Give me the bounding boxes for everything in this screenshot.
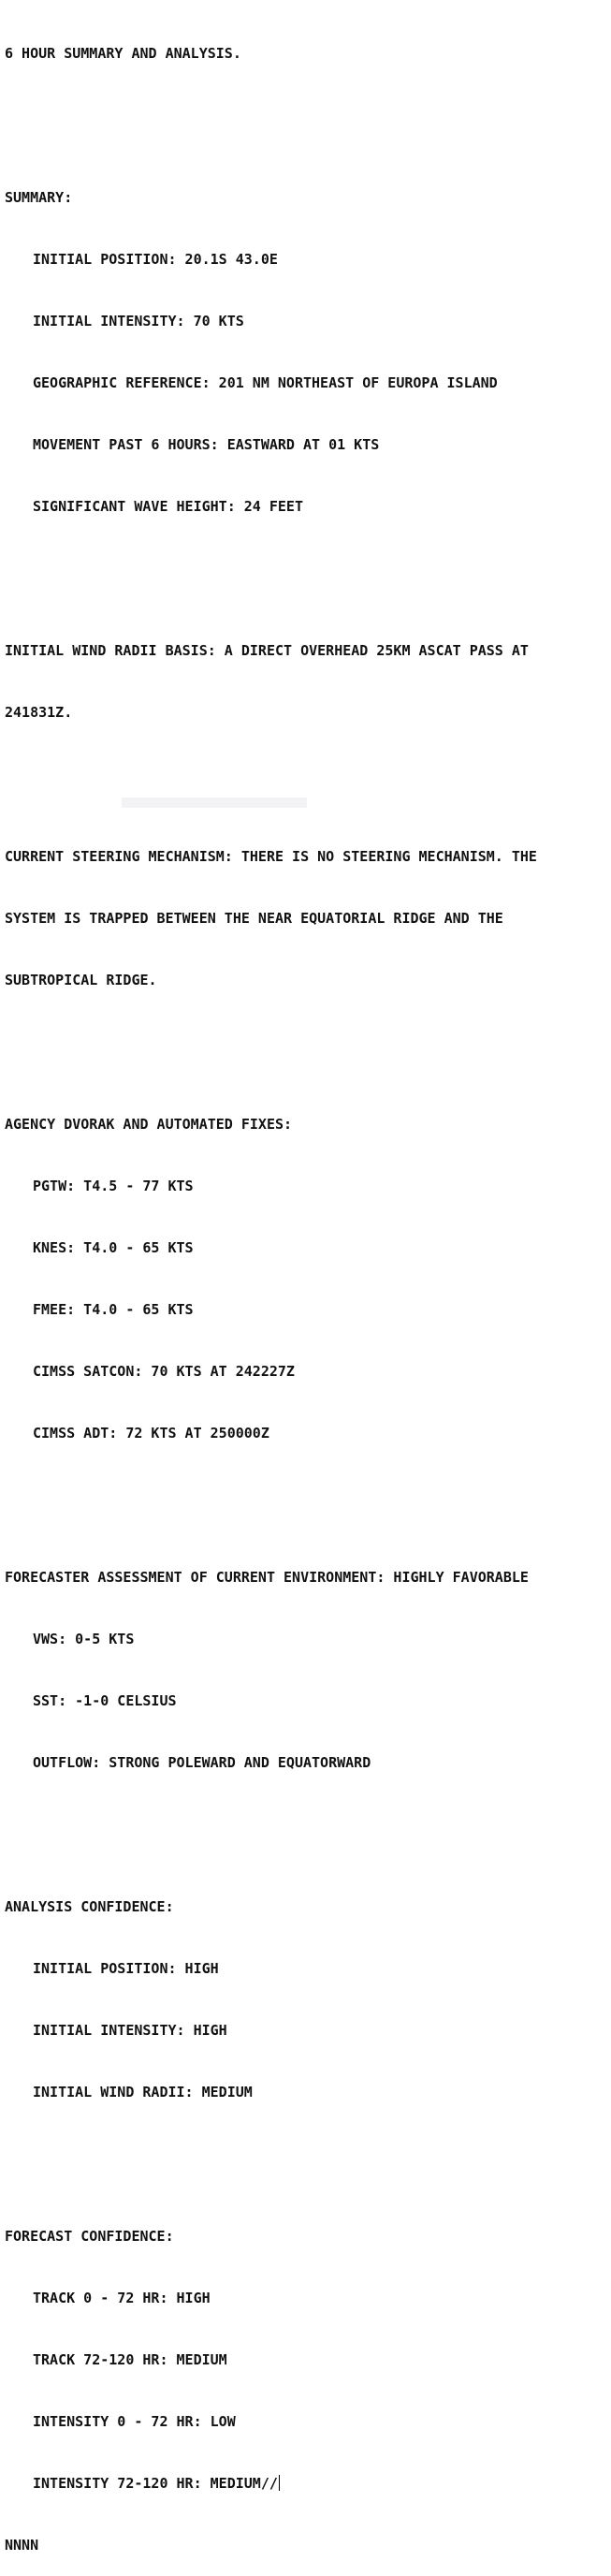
steering-line-3: SUBTROPICAL RIDGE. xyxy=(5,972,157,988)
fix-cimss-satcon: CIMSS SATCON: 70 KTS AT 242227Z xyxy=(33,1363,295,1380)
spacer xyxy=(5,1032,608,1052)
summary-heading: SUMMARY: xyxy=(5,189,73,206)
summary-line-wave-height: SIGNIFICANT WAVE HEIGHT: 24 FEET xyxy=(33,498,303,515)
forecast-confidence-intensity-72-120[interactable] xyxy=(5,2473,608,2494)
fixes-heading: AGENCY DVORAK AND AUTOMATED FIXES: xyxy=(5,1116,293,1133)
spacer xyxy=(5,2144,608,2164)
environment-sst: SST: -1-0 CELSIUS xyxy=(33,1692,177,1709)
analysis-confidence-heading: ANALYSIS CONFIDENCE: xyxy=(5,1898,174,1915)
spacer xyxy=(5,1485,608,1505)
spacer xyxy=(5,558,608,578)
faded-overlay-artifact xyxy=(122,798,307,808)
forecast-confidence-intensity-72-120-text: INTENSITY 72-120 HR: MEDIUM// xyxy=(33,2475,278,2492)
environment-vws: VWS: 0-5 KTS xyxy=(33,1631,135,1647)
analysis-confidence-wind-radii: INITIAL WIND RADII: MEDIUM xyxy=(33,2084,253,2100)
forecast-confidence-track-0-72: TRACK 0 - 72 HR: HIGH xyxy=(33,2290,211,2306)
forecast-confidence-track-72-120: TRACK 72-120 HR: MEDIUM xyxy=(33,2351,227,2368)
spacer xyxy=(5,1814,608,1835)
fix-cimss-adt: CIMSS ADT: 72 KTS AT 250000Z xyxy=(33,1425,269,1442)
forecast-confidence-heading: FORECAST CONFIDENCE: xyxy=(5,2228,174,2245)
environment-heading: FORECASTER ASSESSMENT OF CURRENT ENVIRONMENT: HIGHLY FAVORABLE xyxy=(5,1569,529,1586)
forecast-confidence-intensity-0-72: INTENSITY 0 - 72 HR: LOW xyxy=(33,2413,236,2430)
steering-line-1: CURRENT STEERING MECHANISM: THERE IS NO STEERING MECHANISM. THE xyxy=(5,848,537,865)
spacer xyxy=(5,764,608,784)
spacer xyxy=(5,105,608,125)
steering-line-2: SYSTEM IS TRAPPED BETWEEN THE NEAR EQUATORIAL RIDGE AND THE xyxy=(5,910,503,927)
text-cursor xyxy=(279,2475,280,2491)
summary-line-movement: MOVEMENT PAST 6 HOURS: EASTWARD AT 01 KTS xyxy=(33,436,380,453)
bulletin-footer: NNNN xyxy=(5,2537,39,2554)
analysis-confidence-intensity: INITIAL INTENSITY: HIGH xyxy=(33,2022,227,2039)
environment-outflow: OUTFLOW: STRONG POLEWARD AND EQUATORWARD xyxy=(33,1754,371,1771)
fix-knes: KNES: T4.0 - 65 KTS xyxy=(33,1239,194,1256)
summary-line-geographic-reference: GEOGRAPHIC REFERENCE: 201 NM NORTHEAST OF EUROPA ISLAND xyxy=(33,374,498,391)
bulletin-text xyxy=(5,2,608,2576)
wind-radii-line-1: INITIAL WIND RADII BASIS: A DIRECT OVERHEAD 25KM ASCAT PASS AT xyxy=(5,642,529,659)
summary-line-initial-intensity: INITIAL INTENSITY: 70 KTS xyxy=(33,313,244,329)
wind-radii-line-2: 241831Z. xyxy=(5,704,73,721)
fix-pgtw: PGTW: T4.5 - 77 KTS xyxy=(33,1178,194,1194)
summary-line-initial-position: INITIAL POSITION: 20.1S 43.0E xyxy=(33,251,278,268)
bulletin-header: 6 HOUR SUMMARY AND ANALYSIS. xyxy=(5,45,241,62)
fix-fmee: FMEE: T4.0 - 65 KTS xyxy=(33,1301,194,1318)
analysis-confidence-position: INITIAL POSITION: HIGH xyxy=(33,1960,219,1977)
